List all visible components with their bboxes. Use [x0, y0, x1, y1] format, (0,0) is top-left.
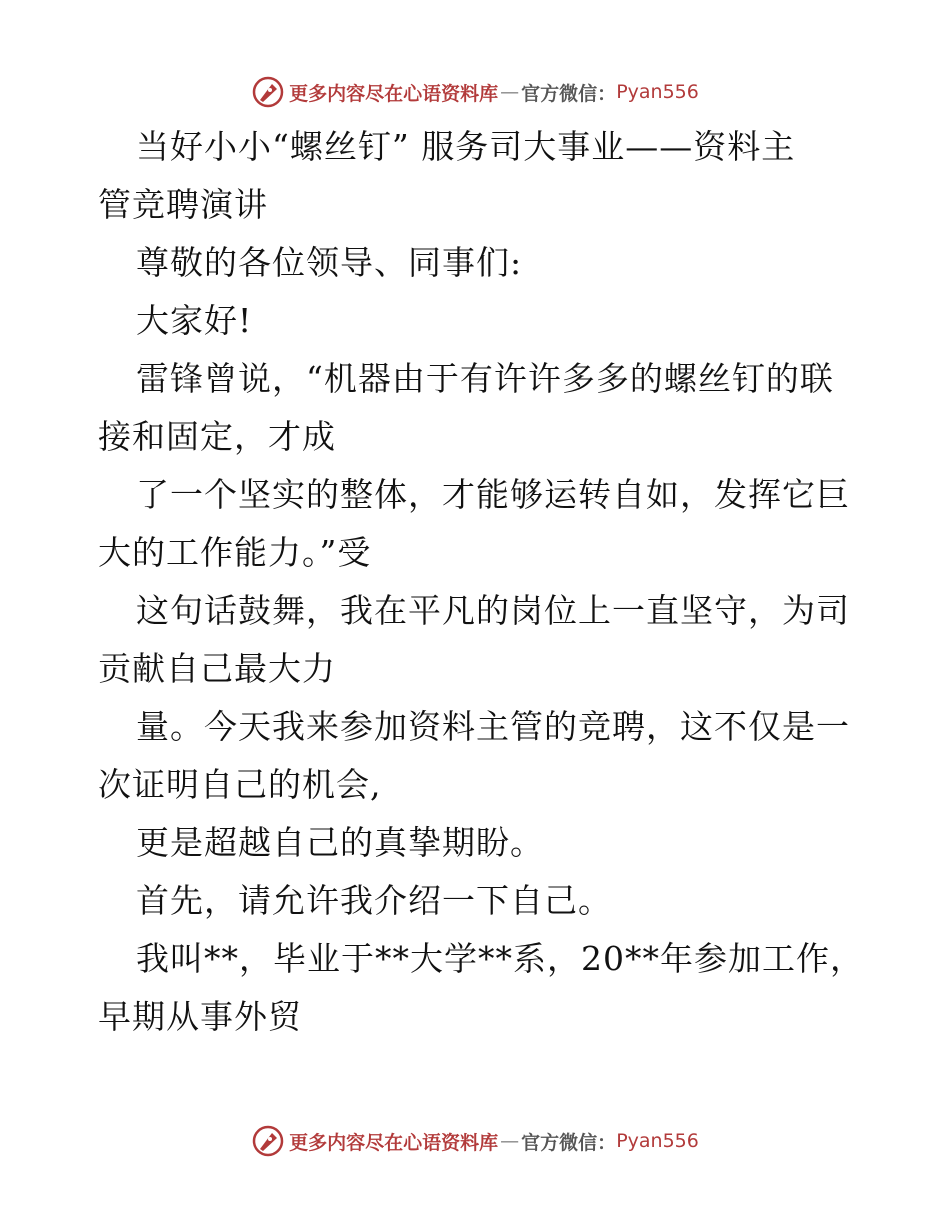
wechat-id: Pyan556: [616, 81, 699, 103]
paragraph-line: 接和固定，才成: [98, 417, 336, 456]
paragraph-line: 更是超越自己的真挚期盼。: [136, 823, 544, 862]
title-line-1: 当好小小“螺丝钉” 服务司大事业——资料主: [136, 127, 796, 166]
wechat-id: Pyan556: [616, 1130, 699, 1152]
footer-banner: [0, 1121, 950, 1161]
pen-nib-logo-icon: [251, 75, 285, 109]
wechat-label: 官方微信：: [521, 1131, 617, 1154]
site-name: 更多内容尽在心语资料库: [289, 1131, 499, 1154]
paragraph-line: 雷锋曾说，“机器由于有许许多多的螺丝钉的联: [136, 359, 834, 398]
paragraph-line: 我叫**，毕业于**大学**系，20**年参加工作，: [136, 939, 864, 978]
salutation: 尊敬的各位领导、同事们:: [136, 243, 523, 282]
paragraph-line: 早期从事外贸: [98, 997, 302, 1036]
header-banner: [0, 72, 950, 112]
paragraph-line: 次证明自己的机会,: [98, 765, 382, 804]
paragraph-line: 这句话鼓舞，我在平凡的岗位上一直坚守，为司: [136, 591, 850, 630]
site-name: 更多内容尽在心语资料库: [289, 82, 499, 105]
separator-dash: —: [500, 1130, 520, 1152]
separator-dash: —: [500, 81, 520, 103]
greeting: 大家好!: [136, 301, 253, 340]
paragraph-line: 大的工作能力。”受: [98, 533, 372, 572]
title-line-2: 管竞聘演讲: [98, 185, 268, 224]
pen-nib-logo-icon: [251, 1124, 285, 1158]
paragraph-line: 量。今天我来参加资料主管的竞聘，这不仅是一: [136, 707, 850, 746]
paragraph-line: 了一个坚实的整体，才能够运转自如，发挥它巨: [136, 475, 850, 514]
paragraph-line: 贡献自己最大力: [98, 649, 336, 688]
document-body: [98, 118, 864, 1046]
wechat-label: 官方微信：: [521, 82, 617, 105]
paragraph-line: 首先，请允许我介绍一下自己。: [136, 881, 612, 920]
